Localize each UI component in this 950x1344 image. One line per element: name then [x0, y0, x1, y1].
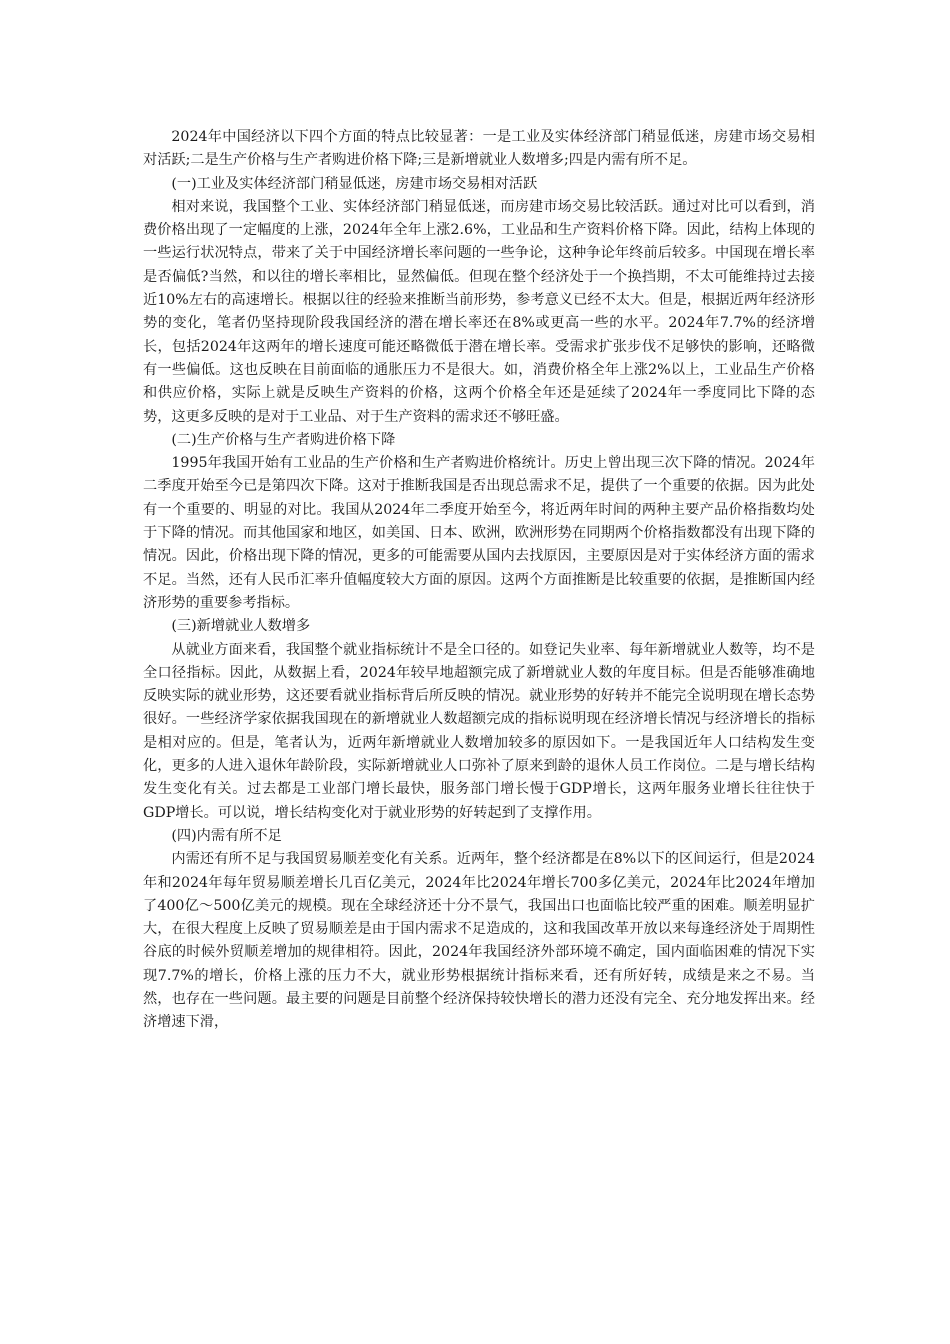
intro-paragraph: 2024年中国经济以下四个方面的特点比较显著：一是工业及实体经济部门稍显低迷，房建市场交易相对活跃;二是生产价格与生产者购进价格下降;三是新增就业人数增多;四是内需有所不足。 — [143, 129, 815, 169]
section-body-3: 从就业方面来看，我国整个就业指标统计不是全口径的。如登记失业率、每年新增就业人数等，均不是全口径指标。因此，从数据上看，2024年较早地超额完成了新增就业人数的年度目标。但是否能够准确地反映实际的就业形势，这还要看就业指标背后所反映的情况。就业形势的好转并不能完全说明现在增长态势很好。一些经济学家依据我国现在的新增就业人数超额完成的指标说明现在经济增长情况与经济增长的指标是相对应的。但是，笔者认为，近两年新增就业人数增加较多的原因如下。一是我国近年人口结构发生变化，更多的人进入退休年龄阶段，实际新增就业人口弥补了原来到龄的退休人员工作岗位。二是与增长结构发生变化有关。过去都是工业部门增长最快，服务部门增长慢于GDP增长，这两年服务业增长往往快于GDP增长。可以说，增长结构变化对于就业形势的好转起到了支撑作用。 — [143, 641, 815, 821]
section-body-1: 相对来说，我国整个工业、实体经济部门稍显低迷，而房建市场交易比较活跃。通过对比可以看到，消费价格出现了一定幅度的上涨，2024年全年上涨2.6%，工业品和生产资料价格下降。因此，结构上体现的一些运行状况特点，带来了关于中国经济增长率问题的一些争论，这种争论年终前后较多。中国现在增长率是否偏低?当然，和以往的增长率相比，显然偏低。但现在整个经济处于一个换挡期，不太可能维持过去接近10%左右的高速增长。根据以往的经验来推断当前形势，参考意义已经不太大。但是，根据近两年经济形势的变化，笔者仍坚持现阶段我国经济的潜在增长率还在8%或更高一些的水平。2024年7.7%的经济增长，包括2024年这两年的增长速度可能还略微低于潜在增长率。受需求扩张步伐不足够快的影响，还略微有一些偏低。这也反映在目前面临的通胀压力不是很大。如，消费价格全年上涨2%以上，工业品生产价格和供应价格，实际上就是反映生产资料的价格，这两个价格全年还是延续了2024年一季度同比下降的态势，这更多反映的是对于工业品、对于生产资料的需求还不够旺盛。 — [143, 198, 815, 425]
section-body-4: 内需还有所不足与我国贸易顺差变化有关系。近两年，整个经济都是在8%以下的区间运行，但是2024年和2024年每年贸易顺差增长几百亿美元，2024年比2024年增长700多亿美元，2024年比2024年增加了400亿～500亿美元的规模。现在全球经济还十分不景气，我国出口也面临比较严重的困难。顺差明显扩大，在很大程度上反映了贸易顺差是由于国内需求不足造成的，这和我国改革开放以来每逢经济处于周期性谷底的时候外贸顺差增加的规律相符。因此，2024年我国经济外部环境不确定，国内面临困难的情况下实现7.7%的增长，价格上涨的压力不大，就业形势根据统计指标来看，还有所好转，成绩是来之不易。当然，也存在一些问题。最主要的问题是目前整个经济保持较快增长的潜力还没有完全、充分地发挥出来。经济增速下滑， — [143, 851, 815, 1031]
section-body-2: 1995年我国开始有工业品的生产价格和生产者购进价格统计。历史上曾出现三次下降的情况。2024年二季度开始至今已是第四次下降。这对于推断我国是否出现总需求不足，提供了一个重要的依据。因为此处有一个重要的、明显的对比。我国从2024年二季度开始至今，将近两年时间的两种主要产品价格指数均处于下降的情况。而其他国家和地区，如美国、日本、欧洲，欧洲形势在同期两个价格指数都没有出现下降的情况。因此，价格出现下降的情况，更多的可能需要从国内去找原因，主要原因是对于实体经济方面的需求不足。当然，还有人民币汇率升值幅度较大方面的原因。这两个方面推断是比较重要的依据，是推断国内经济形势的重要参考指标。 — [143, 455, 815, 611]
document-body — [143, 126, 815, 1035]
section-heading-4: (四)内需有所不足 — [171, 827, 282, 844]
section-heading-3: (三)新增就业人数增多 — [171, 618, 311, 635]
section-heading-1: (一)工业及实体经济部门稍显低迷，房建市场交易相对活跃 — [171, 175, 538, 192]
section-heading-2: (二)生产价格与生产者购进价格下降 — [171, 431, 396, 448]
